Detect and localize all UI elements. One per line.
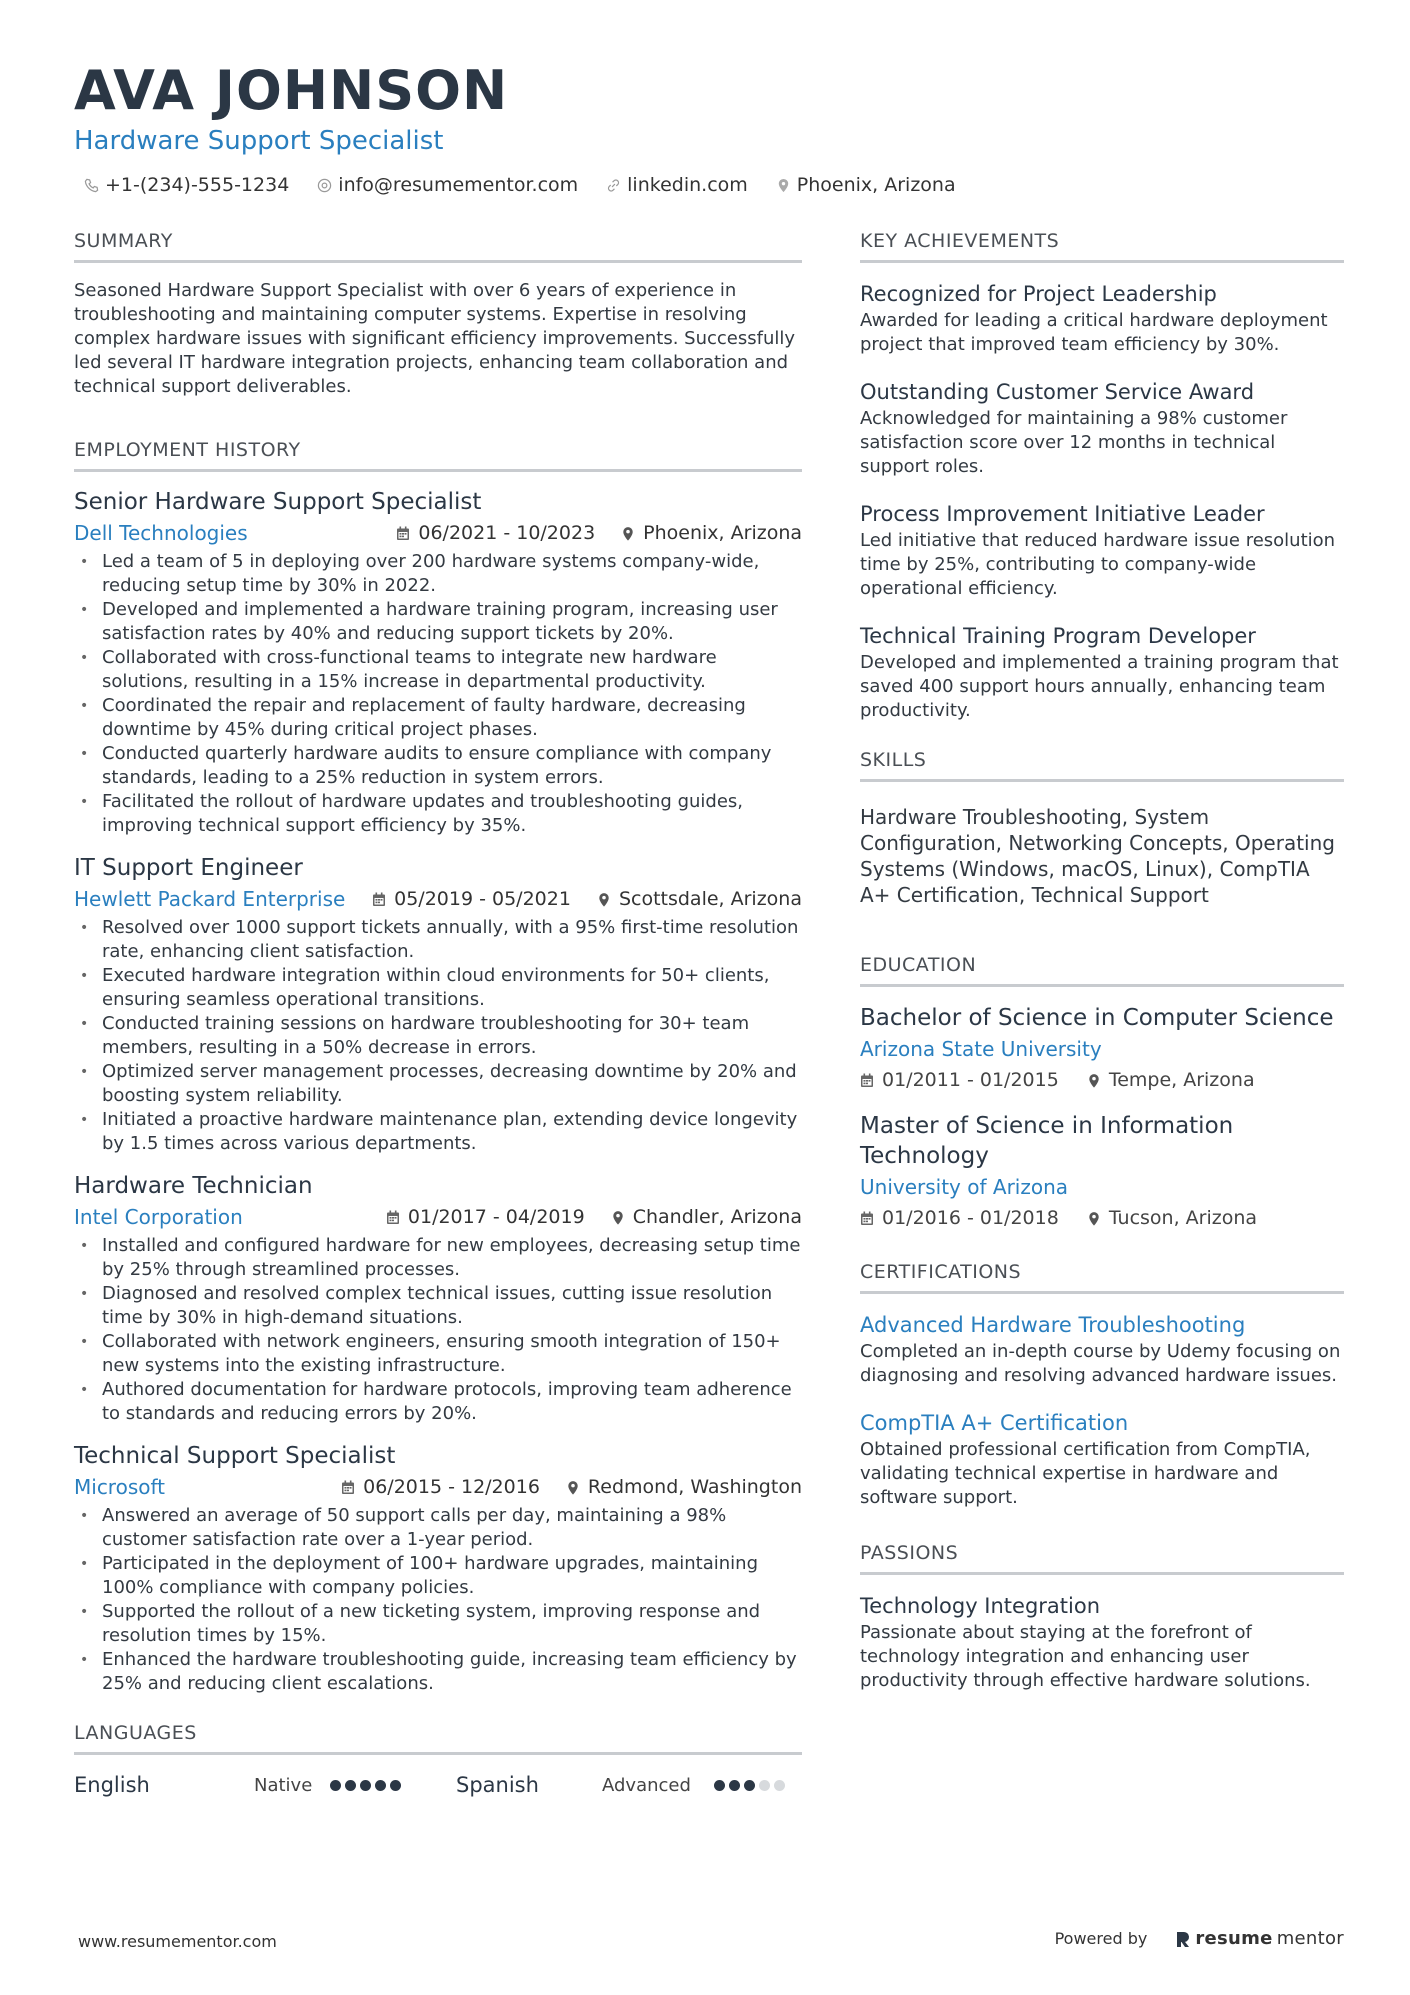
certifications-section	[860, 1259, 1344, 1510]
language-name: Spanish	[456, 1773, 539, 1797]
certification-list	[860, 1310, 1344, 1510]
language-level: Native	[254, 1774, 313, 1796]
company-name: Hewlett Packard Enterprise	[74, 887, 346, 911]
skills-text: Hardware Troubleshooting, System Configuration, Networking Concepts, Operating Systems (Windows, macOS, Linux), CompTIA A+ Certification, Technical Support	[860, 805, 1335, 907]
right-column	[860, 228, 1344, 1713]
education-location	[1087, 1203, 1257, 1233]
certification-title[interactable]: CompTIA A+ Certification	[860, 1411, 1129, 1435]
job-bullet: • Diagnosed and resolved complex technical issues, cutting issue resolution time by 30% in high-demand situations.	[74, 1282, 802, 1330]
job-location-text: Scottsdale, Arizona	[618, 888, 802, 910]
calendar-icon	[860, 1211, 874, 1226]
rating-dot-filled	[390, 1780, 401, 1791]
job-dates-text: 01/2017 - 04/2019	[407, 1206, 585, 1228]
job-bullet: • Resolved over 1000 support tickets annually, with a 95% first-time resolution rate, enhancing client satisfaction.	[74, 916, 802, 964]
job-dates-text: 06/2021 - 10/2023	[418, 522, 596, 544]
job-meta-details	[372, 884, 802, 914]
job-location-text: Redmond, Washington	[587, 1476, 802, 1498]
education-dates-text: 01/2016 - 01/2018	[882, 1207, 1059, 1229]
job-bullet: • Executed hardware integration within cloud environments for 50+ clients, ensuring seamless operational transitions.	[74, 964, 802, 1012]
achievement-list	[860, 279, 1344, 723]
achievements-section	[860, 228, 1344, 723]
map-pin-icon	[597, 892, 611, 907]
education-degree: Bachelor of Science in Computer Science	[860, 1005, 1334, 1031]
map-pin-icon	[566, 1480, 580, 1495]
rating-dot-filled	[345, 1780, 356, 1791]
job-bullet: • Initiated a proactive hardware maintenance plan, extending device longevity by 1.5 times across various departments.	[74, 1108, 802, 1156]
job-bullet: • Coordinated the repair and replacement of faulty hardware, decreasing downtime by 45% during critical project phases.	[74, 694, 802, 742]
education-location	[1087, 1065, 1255, 1095]
brand-bold: resume	[1195, 1928, 1273, 1949]
rating-dot-filled	[375, 1780, 386, 1791]
passion-list	[860, 1591, 1344, 1693]
job-bullet: • Answered an average of 50 support calls per day, maintaining a 98% customer satisfaction rate over a 1-year period.	[74, 1504, 802, 1552]
rating-dot-filled	[729, 1780, 740, 1791]
company-name: Intel Corporation	[74, 1205, 243, 1229]
footer-brand	[1055, 1928, 1344, 1949]
job-meta-details	[396, 518, 802, 548]
job-location-text: Phoenix, Arizona	[643, 522, 802, 544]
language-name: English	[74, 1773, 150, 1797]
map-pin-icon	[611, 1210, 625, 1225]
education-list	[860, 1003, 1344, 1233]
job-bullet: • Conducted quarterly hardware audits to ensure compliance with company standards, leading to a 25% reduction in system errors.	[74, 742, 802, 790]
education-meta	[860, 1065, 1344, 1095]
education-dates	[860, 1065, 1059, 1095]
contact-phone[interactable]	[84, 174, 289, 196]
job-meta	[74, 884, 802, 914]
achievement-title: Recognized for Project Leadership	[860, 282, 1217, 306]
education-heading: EDUCATION	[860, 952, 1344, 987]
achievement-item	[860, 499, 1344, 601]
job-title: Technical Support Specialist	[74, 1443, 396, 1469]
phone-text: +1-(234)-555-1234	[105, 174, 290, 196]
company-name: Microsoft	[74, 1475, 166, 1499]
job-bullet: • Supported the rollout of a new ticketing system, improving response and resolution times by 15%.	[74, 1600, 802, 1648]
job-dates-text: 06/2015 - 12/2016	[363, 1476, 540, 1498]
job-entry	[74, 1170, 802, 1426]
job-bullet: • Developed and implemented a hardware training program, increasing user satisfaction rates by 40% and reducing support tickets by 20%.	[74, 598, 802, 646]
language-rating	[714, 1780, 785, 1791]
job-bullet: • Authored documentation for hardware protocols, improving team adherence to standards and reducing errors by 20%.	[74, 1378, 802, 1426]
company-name: Dell Technologies	[74, 521, 248, 545]
achievement-text: Led initiative that reduced hardware issue resolution time by 25%, contributing to company-wide operational efficiency.	[860, 530, 1336, 599]
employment-heading: EMPLOYMENT HISTORY	[74, 437, 802, 472]
rating-dot-filled	[330, 1780, 341, 1791]
job-dates	[386, 1202, 585, 1232]
achievement-text: Developed and implemented a training program that saved 400 support hours annually, enhancing team productivity.	[860, 652, 1339, 721]
achievement-item	[860, 279, 1344, 357]
job-bullets	[74, 916, 802, 1156]
job-meta	[74, 1472, 802, 1502]
languages-section	[74, 1720, 802, 1797]
location-text: Phoenix, Arizona	[796, 174, 956, 196]
achievement-text: Awarded for leading a critical hardware deployment project that improved team efficiency by 30%.	[860, 310, 1328, 355]
achievement-item	[860, 621, 1344, 723]
achievement-title: Technical Training Program Developer	[860, 624, 1256, 648]
calendar-icon	[396, 526, 410, 541]
job-entry	[74, 486, 802, 838]
job-location-text: Chandler, Arizona	[632, 1206, 802, 1228]
achievement-title: Process Improvement Initiative Leader	[860, 502, 1265, 526]
achievement-title: Outstanding Customer Service Award	[860, 380, 1255, 404]
job-bullet: • Led a team of 5 in deploying over 200 hardware systems company-wide, reducing setup time by 30% in 2022.	[74, 550, 802, 598]
certification-item	[860, 1408, 1344, 1510]
education-dates-text: 01/2011 - 01/2015	[882, 1069, 1059, 1091]
job-list	[74, 486, 802, 1696]
job-title: Senior Hardware Support Specialist	[74, 489, 482, 515]
job-dates-text: 05/2019 - 05/2021	[394, 888, 571, 910]
map-pin-icon	[621, 526, 635, 541]
passions-heading: PASSIONS	[860, 1540, 1344, 1575]
job-location	[611, 1202, 802, 1232]
employment-section	[74, 437, 802, 1696]
education-section	[860, 952, 1344, 1233]
left-column	[74, 228, 802, 1797]
job-dates	[396, 518, 595, 548]
education-school: Arizona State University	[860, 1037, 1102, 1061]
rating-dot-filled	[744, 1780, 755, 1791]
email-text: info@resumementor.com	[338, 174, 579, 196]
job-location	[566, 1472, 802, 1502]
achievement-text: Acknowledged for maintaining a 98% customer satisfaction score over 12 months in technical support roles.	[860, 408, 1288, 477]
powered-by-text: Powered by	[1054, 1929, 1148, 1948]
education-meta	[860, 1203, 1344, 1233]
job-bullets	[74, 550, 802, 838]
certification-text: Completed an in-depth course by Udemy focusing on diagnosing and resolving advanced hardware issues.	[860, 1341, 1341, 1386]
job-dates	[372, 884, 571, 914]
link-icon	[606, 178, 621, 193]
contact-email[interactable]	[317, 174, 578, 196]
contact-bar	[84, 174, 1344, 196]
language-rating	[330, 1780, 456, 1791]
job-meta	[74, 518, 802, 548]
job-bullet: • Conducted training sessions on hardware troubleshooting for 30+ team members, resulting in a 50% decrease in errors.	[74, 1012, 802, 1060]
contact-location	[776, 174, 956, 196]
passion-item	[860, 1591, 1344, 1693]
rating-dot-filled	[714, 1780, 725, 1791]
job-bullets	[74, 1234, 802, 1426]
education-dates	[860, 1203, 1059, 1233]
calendar-icon	[372, 892, 386, 907]
job-bullet: • Participated in the deployment of 100+ hardware upgrades, maintaining 100% compliance with company policies.	[74, 1552, 802, 1600]
certification-item	[860, 1310, 1344, 1388]
job-bullet: • Facilitated the rollout of hardware updates and troubleshooting guides, improving technical support efficiency by 35%.	[74, 790, 802, 838]
resume-page	[74, 58, 1344, 1797]
linkedin-text: linkedin.com	[627, 174, 748, 196]
map-pin-icon	[776, 178, 791, 193]
job-bullet: • Enhanced the hardware troubleshooting guide, increasing team efficiency by 25% and reducing client escalations.	[74, 1648, 802, 1696]
certification-title[interactable]: Advanced Hardware Troubleshooting	[860, 1313, 1246, 1337]
job-meta-details	[341, 1472, 802, 1502]
job-meta	[74, 1202, 802, 1232]
job-meta-details	[386, 1202, 802, 1232]
passions-section	[860, 1540, 1344, 1693]
job-location	[597, 884, 802, 914]
summary-text: Seasoned Hardware Support Specialist with over 6 years of experience in troubleshooting and maintaining computer systems. Expertise in resolving complex hardware issues with significant efficiency improvements. Successfully led several IT hardware integration projects, enhancing team collaboration and technical support deliverables.	[74, 280, 796, 397]
summary-heading: SUMMARY	[74, 228, 802, 263]
phone-icon	[84, 178, 99, 193]
job-bullet: • Installed and configured hardware for new employees, decreasing setup time by 25% through streamlined processes.	[74, 1234, 802, 1282]
languages-heading: LANGUAGES	[74, 1720, 802, 1755]
calendar-icon	[860, 1073, 874, 1088]
job-dates	[341, 1472, 540, 1502]
job-bullet: • Collaborated with cross-functional teams to integrate new hardware solutions, resulting in a 15% increase in departmental productivity.	[74, 646, 802, 694]
footer-website[interactable]: www.resumementor.com	[78, 1932, 277, 1951]
certification-text: Obtained professional certification from CompTIA, validating technical expertise in hardware and software support.	[860, 1439, 1311, 1508]
candidate-role: Hardware Support Specialist	[74, 126, 444, 156]
rating-dot-empty	[759, 1780, 770, 1791]
languages-row	[74, 1773, 802, 1797]
language-level: Advanced	[602, 1774, 691, 1796]
contact-linkedin[interactable]	[606, 174, 748, 196]
education-location-text: Tempe, Arizona	[1108, 1069, 1255, 1091]
brand-logo[interactable]	[1175, 1928, 1344, 1949]
passion-text: Passionate about staying at the forefront of technology integration and enhancing user productivity through effective hardware solutions.	[860, 1622, 1311, 1691]
calendar-icon	[341, 1480, 355, 1495]
job-bullet: • Collaborated with network engineers, ensuring smooth integration of 150+ new systems into the existing infrastructure.	[74, 1330, 802, 1378]
rating-dot-filled	[360, 1780, 371, 1791]
education-degree: Master of Science in Information Technology	[860, 1113, 1234, 1169]
brand-mark-icon	[1175, 1930, 1191, 1948]
brand-rest: mentor	[1276, 1928, 1344, 1949]
job-title: IT Support Engineer	[74, 855, 303, 881]
education-item	[860, 1111, 1344, 1233]
education-location-text: Tucson, Arizona	[1108, 1207, 1258, 1229]
passion-title: Technology Integration	[860, 1594, 1101, 1618]
calendar-icon	[386, 1210, 400, 1225]
job-bullet: • Optimized server management processes, decreasing downtime by 20% and boosting system reliability.	[74, 1060, 802, 1108]
job-location	[621, 518, 802, 548]
achievement-item	[860, 377, 1344, 479]
job-entry	[74, 852, 802, 1156]
summary-section	[74, 228, 802, 399]
rating-dot-empty	[774, 1780, 785, 1791]
education-item	[860, 1003, 1344, 1095]
job-entry	[74, 1440, 802, 1696]
candidate-name: AVA JOHNSON	[74, 59, 509, 122]
education-school: University of Arizona	[860, 1175, 1069, 1199]
skills-heading: SKILLS	[860, 747, 1344, 782]
job-bullets	[74, 1504, 802, 1696]
job-title: Hardware Technician	[74, 1173, 313, 1199]
at-icon	[317, 178, 332, 193]
certifications-heading: CERTIFICATIONS	[860, 1259, 1344, 1294]
map-pin-icon	[1087, 1211, 1101, 1226]
map-pin-icon	[1087, 1073, 1101, 1088]
skills-section	[860, 747, 1344, 908]
achievements-heading: KEY ACHIEVEMENTS	[860, 228, 1344, 263]
